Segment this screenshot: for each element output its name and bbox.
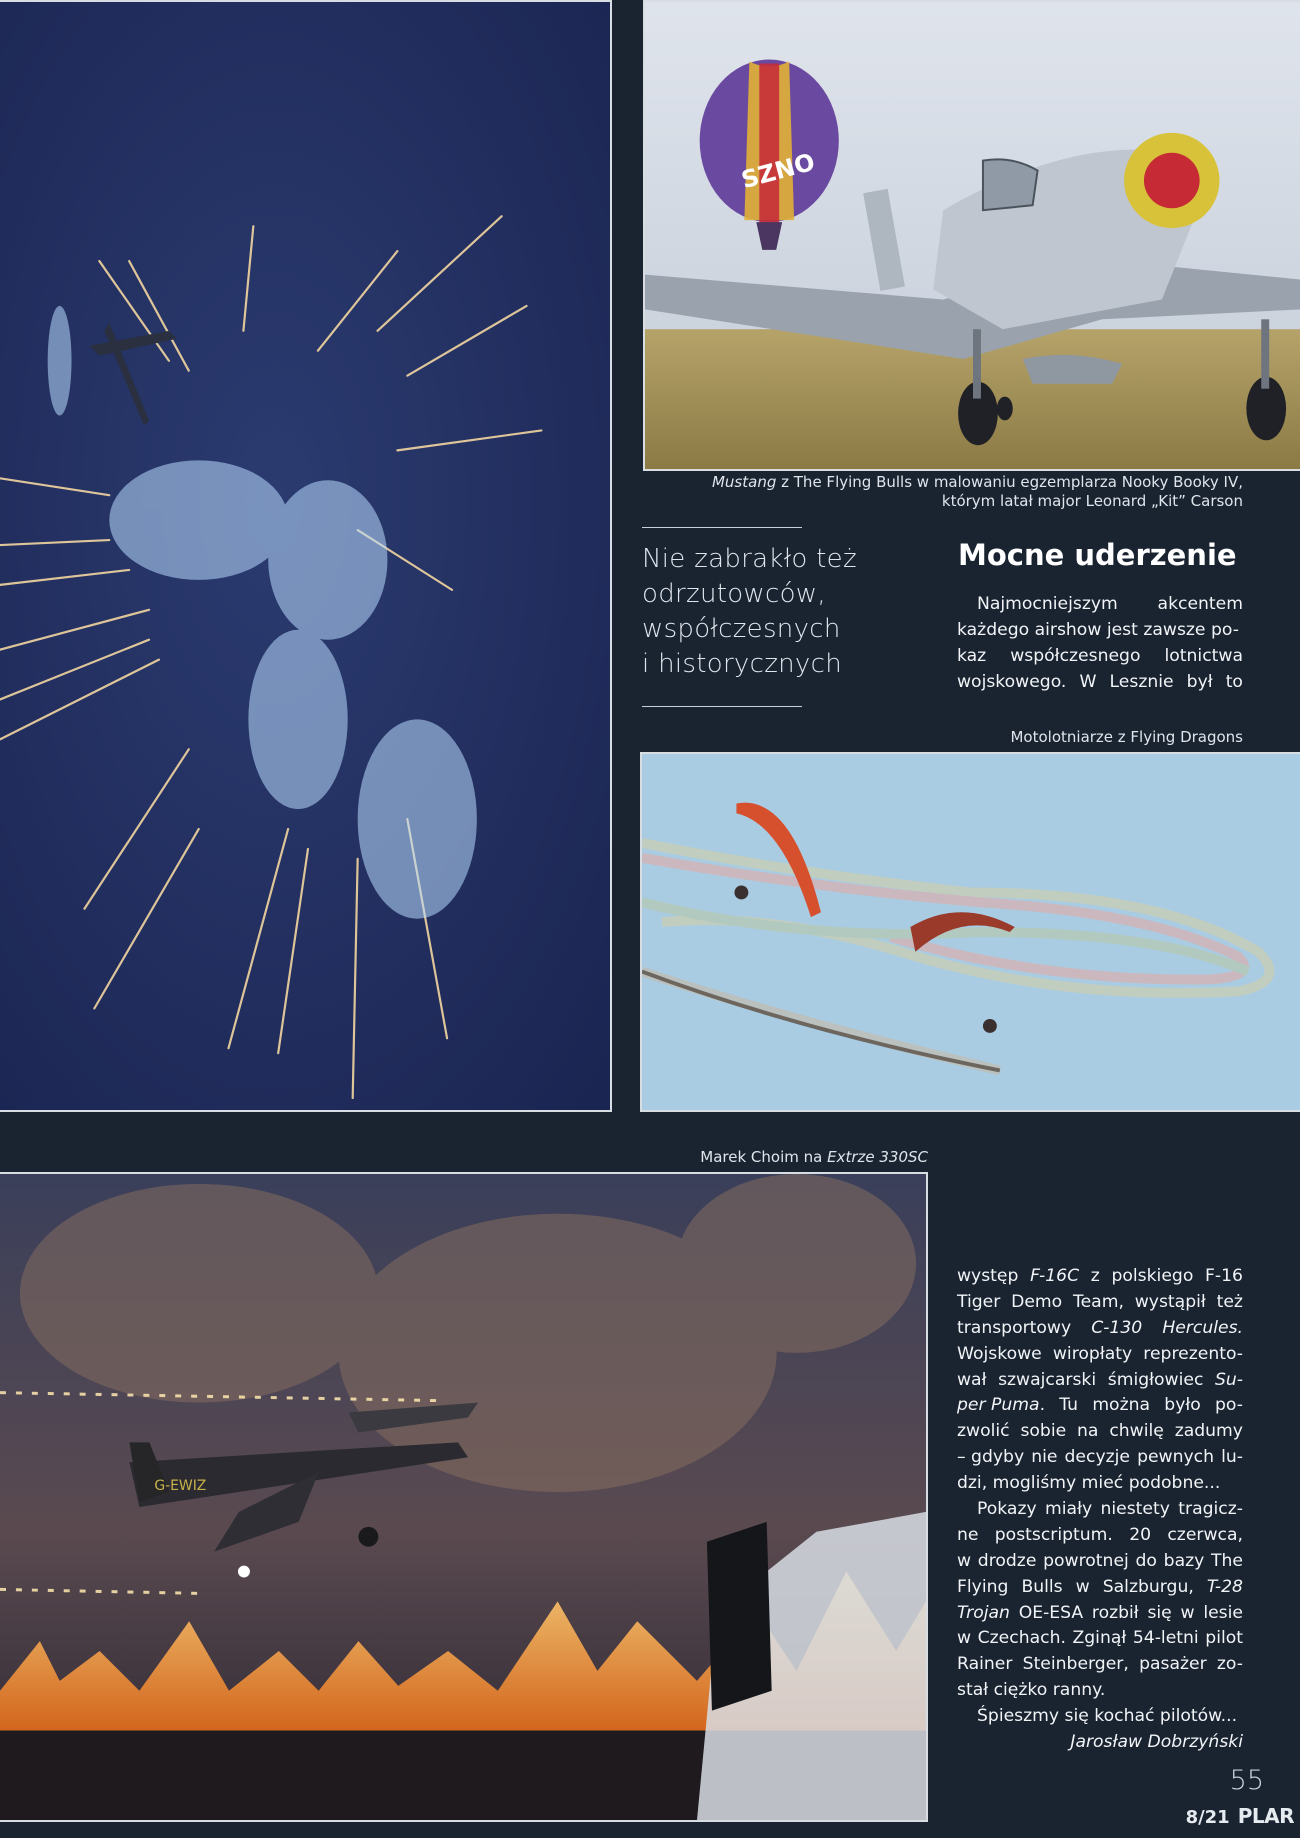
text-line: Śpieszmy się kochać pilotów... [977, 1706, 1238, 1727]
extra-fire-image [0, 1174, 926, 1820]
text-line: Trojan OE-ESA rozbił się w lesie [957, 1602, 1243, 1623]
photo-extra-fire [0, 1172, 928, 1822]
text-line: stał ciężko ranny. [957, 1680, 1106, 1701]
article-text-bottom [957, 1264, 1243, 1756]
photo-fireworks [0, 0, 612, 1112]
text-line: transportowy C-130 Hercules. [957, 1317, 1243, 1338]
text-line: Najmocniejszym akcentem [977, 594, 1243, 614]
text-line: w drodze powrotnej do bazy The [957, 1550, 1243, 1571]
pullquote-bottom-rule [642, 706, 802, 707]
text-line: – gdyby nie decyzje pewnych lu- [957, 1447, 1243, 1468]
pullquote-top-rule [642, 527, 802, 528]
mustang-image [645, 2, 1300, 469]
text-line: Wojskowe wiropłaty reprezento- [957, 1343, 1243, 1364]
caption-mustang: Mustang z The Flying Bulls w malowaniu egzemplarza Nooky Booky IV, którym latał major Leonard „Kit” Carson [711, 473, 1243, 510]
text-line: Rainer Steinberger, pasażer zo- [957, 1654, 1243, 1675]
text-line: kaz współczesnego lotnictwa [957, 645, 1243, 666]
text-line: zwolić sobie na chwilę zadumy [957, 1421, 1243, 1442]
author-byline: Jarosław Dobrzyński [1070, 1732, 1243, 1753]
text-line: występ F-16C z polskiego F-16 [957, 1266, 1243, 1286]
text-line: dzi, mogliśmy mieć podobne... [957, 1473, 1221, 1494]
text-line: per Puma. Tu można było po- [957, 1395, 1243, 1416]
fireworks-image [0, 2, 610, 1110]
magazine-logo: PLAR [1237, 1804, 1294, 1828]
photo-paragliders [640, 752, 1300, 1112]
article-text-top [957, 592, 1243, 696]
issue-label: 8/21 PLAR [1185, 1804, 1294, 1828]
vehicle [697, 1512, 926, 1820]
text-line: każdego airshow jest zawsze po- [957, 619, 1239, 640]
paragliders-image [642, 754, 1300, 1110]
svg-text:SZNO: SZNO [738, 147, 818, 195]
photo-mustang [643, 0, 1300, 471]
text-line: wał szwajcarski śmigłowiec Su- [957, 1369, 1243, 1390]
text-line: ne postscriptum. 20 czerwca, [957, 1524, 1243, 1545]
caption-motolotniarze: Motolotniarze z Flying Dragons [1010, 728, 1243, 746]
pullquote: Nie zabrakło też odrzutowców, współczesnych i historycznych [642, 544, 857, 679]
text-line: Pokazy miały niestety tragicz- [977, 1499, 1243, 1520]
text-line: Flying Bulls w Salzburgu, T-28 [957, 1576, 1243, 1597]
text-line: wojskowego. W Lesznie był to [957, 671, 1243, 692]
svg-text:G-EWIZ: G-EWIZ [154, 1478, 207, 1495]
page-number: 55 [1229, 1765, 1264, 1796]
section-heading: Mocne uderzenie [958, 538, 1237, 572]
text-line: w Czechach. Zginął 54-letni pilot [957, 1628, 1243, 1649]
text-line: Tiger Demo Team, wystąpił też [957, 1291, 1243, 1312]
caption-choim: Marek Choim na Extrze 330SC [700, 1148, 928, 1166]
